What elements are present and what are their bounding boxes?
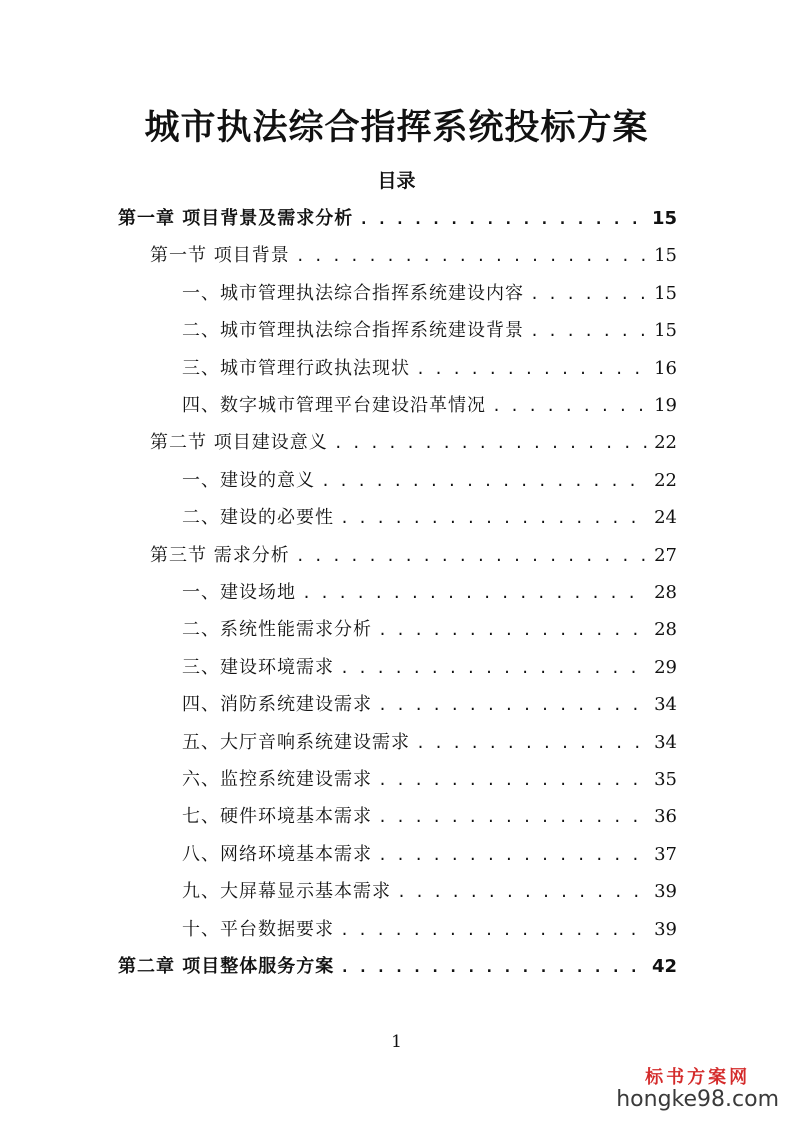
toc-entry-label: 一、建设场地 — [182, 582, 296, 603]
toc-dot-leader — [378, 808, 648, 826]
toc-entry-label: 第三节 需求分析 — [150, 544, 290, 566]
toc-entry-label: 四、消防系统建设需求 — [182, 694, 372, 716]
toc-entry[interactable] — [182, 615, 677, 645]
toc-entry-page: 36 — [654, 806, 677, 828]
watermark-url: hongke98.com — [616, 1086, 779, 1112]
toc-entry-label: 七、硬件环境基本需求 — [182, 806, 372, 828]
toc-entry[interactable] — [182, 316, 677, 346]
toc-entry-label: 四、数字城市管理平台建设沿革情况 — [182, 395, 486, 416]
toc-entry-label: 三、建设环境需求 — [182, 656, 334, 678]
toc-entry[interactable] — [182, 391, 677, 421]
toc-entry-label: 二、城市管理执法综合指挥系统建设背景 — [182, 320, 524, 342]
toc-dot-leader — [416, 360, 648, 378]
toc-dot-leader — [340, 921, 648, 939]
toc-dot-leader — [296, 247, 648, 265]
toc-entry[interactable] — [182, 279, 677, 309]
toc-entry-label: 第二章 项目整体服务方案 — [118, 956, 335, 977]
toc-dot-leader — [530, 322, 648, 340]
toc-entry[interactable] — [182, 802, 677, 832]
toc-entry[interactable] — [150, 541, 677, 571]
toc-entry-page: 28 — [654, 619, 677, 641]
toc-entry-label: 二、建设的必要性 — [182, 507, 334, 529]
toc-dot-leader — [378, 846, 648, 864]
toc-entry-label: 二、系统性能需求分析 — [182, 619, 372, 641]
toc-entry-page: 15 — [654, 282, 677, 304]
toc-entry-label: 第一章 项目背景及需求分析 — [118, 208, 354, 229]
toc-entry[interactable] — [182, 840, 677, 870]
toc-entry[interactable] — [182, 354, 677, 384]
toc-entry-page: 15 — [651, 208, 677, 229]
toc-entry[interactable] — [182, 765, 677, 795]
toc-entry-page: 34 — [654, 731, 677, 753]
toc-dot-leader — [359, 210, 646, 228]
toc-dot-leader — [397, 883, 648, 901]
toc-entry[interactable] — [182, 877, 677, 907]
toc-dot-leader — [492, 397, 648, 415]
toc-entry[interactable] — [182, 728, 677, 758]
toc-entry[interactable] — [182, 653, 677, 683]
toc-entry[interactable] — [182, 503, 677, 533]
toc-entry[interactable] — [182, 578, 677, 608]
toc-heading: 目录 — [377, 170, 416, 192]
toc-entry-page: 39 — [654, 918, 677, 940]
toc-dot-leader — [416, 734, 648, 752]
toc-entry-label: 六、监控系统建设需求 — [182, 769, 372, 790]
toc-entry-page: 15 — [654, 320, 677, 342]
toc-entry-label: 一、城市管理执法综合指挥系统建设内容 — [182, 282, 524, 304]
page-number: 1 — [391, 1032, 402, 1052]
toc-entry[interactable] — [182, 690, 677, 720]
toc-entry[interactable] — [118, 204, 677, 234]
watermark-name: 标书方案网 — [645, 1067, 751, 1089]
toc-entry[interactable] — [182, 915, 677, 945]
toc-dot-leader — [530, 285, 648, 303]
toc-entry-page: 42 — [651, 956, 677, 977]
toc-entry-label: 八、网络环境基本需求 — [182, 843, 372, 865]
toc-entry-page: 15 — [654, 245, 677, 267]
toc-entry-page: 16 — [654, 357, 677, 379]
toc-entry[interactable] — [118, 952, 677, 982]
toc-dot-leader — [378, 771, 648, 789]
toc-dot-leader — [321, 472, 648, 490]
toc-entry-page: 29 — [654, 656, 677, 678]
toc-dot-leader — [378, 696, 648, 714]
toc-dot-leader — [340, 509, 648, 527]
toc-entry-label: 第一节 项目背景 — [150, 245, 290, 267]
toc-entry-page: 22 — [654, 469, 677, 491]
toc-entry-page: 37 — [654, 843, 677, 865]
toc-entry[interactable] — [182, 466, 677, 496]
toc-entry-label: 十、平台数据要求 — [182, 918, 334, 940]
toc-entry-label: 三、城市管理行政执法现状 — [182, 357, 410, 379]
toc-entry-page: 19 — [654, 395, 677, 416]
toc-entry-page: 34 — [654, 694, 677, 716]
toc-entry-page: 27 — [654, 544, 677, 566]
toc-entry[interactable] — [150, 241, 677, 271]
toc-entry-label: 第二节 项目建设意义 — [150, 432, 328, 454]
toc-dot-leader — [340, 659, 648, 677]
toc-dot-leader — [334, 434, 648, 452]
watermark-logo — [616, 1068, 779, 1112]
toc-dot-leader — [296, 547, 648, 565]
toc-entry[interactable] — [150, 428, 677, 458]
toc-entry-label: 五、大厅音响系统建设需求 — [182, 731, 410, 753]
toc-entry-page: 39 — [654, 881, 677, 903]
toc-entry-page: 35 — [654, 769, 677, 790]
toc-entry-page: 24 — [654, 507, 677, 529]
toc-entry-page: 28 — [654, 582, 677, 603]
document-title: 城市执法综合指挥系统投标方案 — [144, 108, 649, 148]
toc-dot-leader — [302, 584, 648, 602]
toc-entry-label: 九、大屏幕显示基本需求 — [182, 881, 391, 903]
toc-dot-leader — [340, 958, 646, 976]
toc-entry-label: 一、建设的意义 — [182, 469, 315, 491]
toc-entry-page: 22 — [654, 432, 677, 454]
toc-dot-leader — [378, 621, 648, 639]
